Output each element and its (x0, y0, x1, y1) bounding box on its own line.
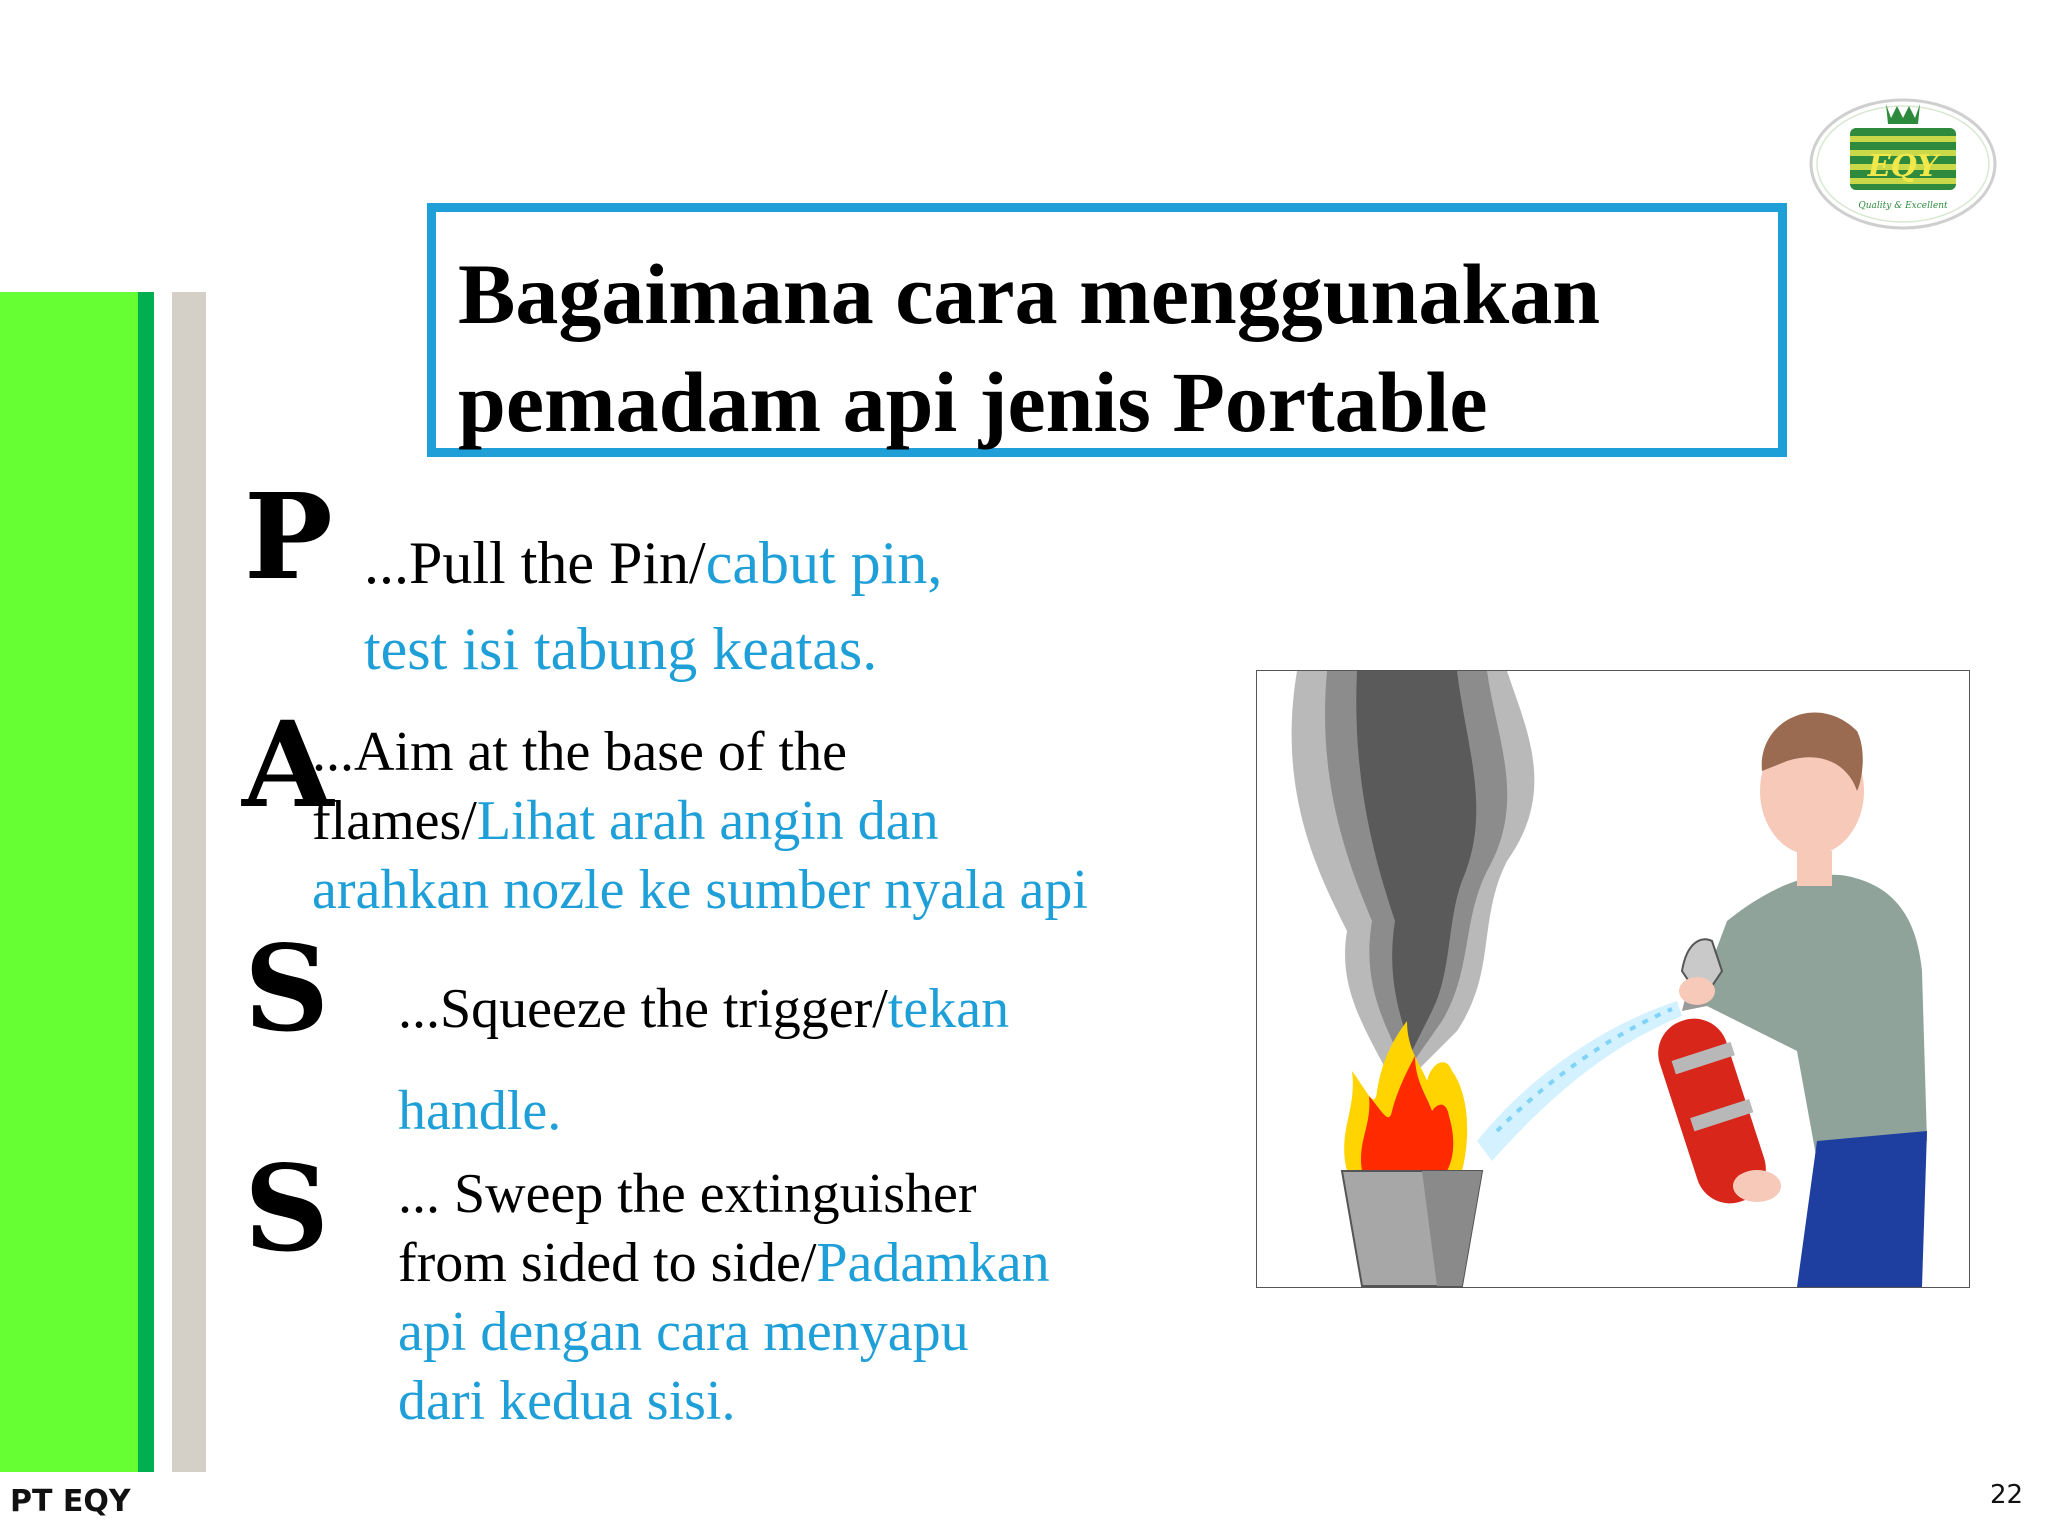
step-aim-indonesian: Lihat arah angin dan arahkan nozle ke sumber nyala api (312, 790, 1088, 921)
pass-letter-s2: S (244, 1139, 330, 1278)
pass-letter-a: A (242, 695, 334, 834)
step-aim (312, 718, 1112, 925)
slide-title: Bagaimana cara menggunakan pemadam api jenis Portable (458, 246, 1601, 450)
fire-extinguisher-icon (1257, 671, 1969, 1287)
svg-text:EQY: EQY (1867, 149, 1939, 184)
pass-letter-p: P (244, 467, 333, 606)
step-squeeze-english: ...Squeeze the trigger/ (398, 978, 888, 1040)
crown-logo-icon (1808, 92, 1998, 232)
left-dark-green-bar (138, 292, 154, 1472)
step-sweep (398, 1160, 1158, 1436)
step-pull (364, 520, 1124, 692)
step-pull-indonesian: cabut pin, test isi tabung keatas. (364, 530, 943, 682)
page-number: 22 (1990, 1480, 2024, 1510)
step-sweep-english: ... Sweep the extinguisher from sided to side/ (398, 1163, 977, 1294)
svg-text:Quality & Excellent: Quality & Excellent (1858, 201, 1948, 211)
pass-letter-s1: S (244, 919, 330, 1058)
step-squeeze-indonesian: tekan handle. (398, 978, 1010, 1142)
left-bar-gap (154, 292, 172, 1472)
step-pull-english: ...Pull the Pin/ (364, 530, 706, 596)
left-green-bar (0, 292, 138, 1472)
step-squeeze (398, 958, 1158, 1162)
footer-company: PT EQY (10, 1484, 131, 1519)
fire-extinguisher-illustration (1256, 670, 1970, 1288)
left-grey-bar (172, 292, 206, 1472)
title-box (427, 203, 1787, 457)
step-sweep-indonesian: Padamkan api dengan cara menyapu dari kedua sisi. (398, 1232, 1050, 1432)
step-aim-english: ...Aim at the base of the flames/ (312, 721, 847, 852)
company-logo (1808, 92, 1998, 232)
